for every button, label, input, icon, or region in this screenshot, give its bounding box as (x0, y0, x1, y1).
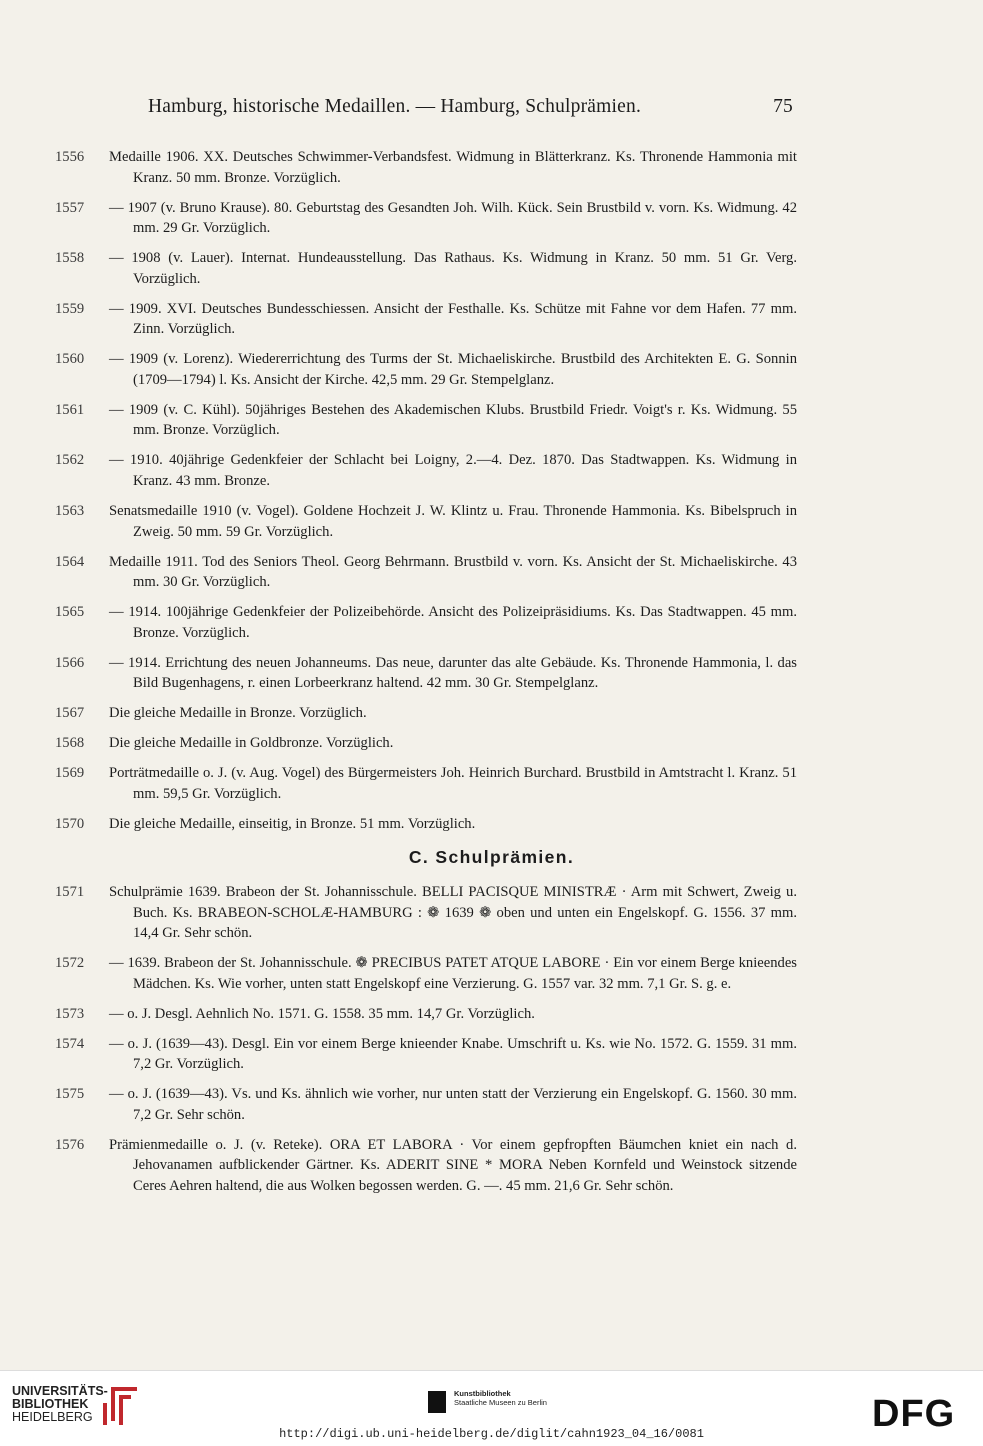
entry-text: Prämienmedaille o. J. (v. Reteke). ORA ET LABORA · Vor einem gepfropften Bäumchen kniet ein nach d. Jehovanamen aufblickender Gärtner. Ks. ADERIT SINE * MORA Neben Kornfeld und Weinstock sitzende Ceres Aehren haltend, die aus Wolken begossen werden. G. —. 45 mm. 21,6 Gr. Sehr schön. (109, 1136, 797, 1195)
entry-number: 1576 (55, 1136, 85, 1153)
ub-heidelberg-logo[interactable] (12, 1385, 108, 1424)
entry-text: Schulprämie 1639. Brabeon der St. Johannisschule. BELLI PACISQUE MINISTRÆ · Arm mit Schwert, Zweig u. Buch. Ks. BRABEON-SCHOLÆ-HAMBURG : ❁ 1639 ❁ oben und unten ein Engelskopf. G. 1556. 37 mm. 14,4 Gr. Sehr schön. (109, 884, 797, 942)
catalog-entry (55, 814, 797, 835)
catalog-entry (55, 400, 797, 441)
entry-text: — 1909 (v. C. Kühl). 50jähriges Bestehen des Akademischen Klubs. Brustbild Friedr. Voigt's r. Ks. Widmung. 55 mm. Bronze. Vorzüglich. (109, 401, 797, 439)
entry-number: 1565 (55, 604, 85, 621)
kunstbibliothek-icon (428, 1391, 446, 1413)
entry-text: — o. J. Desgl. Aehnlich No. 1571. G. 1558. 35 mm. 14,7 Gr. Vorzüglich. (109, 1005, 535, 1022)
catalog-entry (55, 703, 797, 724)
entry-number: 1557 (55, 199, 85, 216)
entry-number: 1566 (55, 654, 85, 671)
kb-subtitle: Staatliche Museen zu Berlin (454, 1398, 547, 1407)
section-heading: C. Schulprämien. (408, 847, 575, 867)
catalog-entry (55, 299, 797, 340)
entry-number: 1562 (55, 452, 85, 469)
entry-text: — 1639. Brabeon der St. Johannisschule. ❁ PRECIBUS PATET ATQUE LABORE · Ein vor einem Berge knieendes Mädchen. Ks. Wie vorher, unten statt Engelskopf eine Verzierung. G. 1557 var. 32 mm. 7,1 Gr. S. g. e. (109, 955, 797, 992)
entry-text: — 1908 (v. Lauer). Internat. Hundeausstellung. Das Rathaus. Ks. Widmung in Kranz. 50 mm. 51 Gr. Verg. Vorzüglich. (109, 250, 797, 287)
entry-number: 1572 (55, 955, 85, 972)
entry-text: — 1910. 40jährige Gedenkfeier der Schlacht bei Loigny, 2.—4. Dez. 1870. Das Stadtwappen. Ks. Widmung in Kranz. 43 mm. Bronze. (109, 452, 797, 490)
entry-text: Die gleiche Medaille, einseitig, in Bronze. 51 mm. Vorzüglich. (109, 815, 476, 832)
entry-list-schulpraemien (55, 882, 797, 1206)
entry-text: — 1909. XVI. Deutsches Bundesschiessen. Ansicht der Festhalle. Ks. Schütze mit Fahne vor dem Hafen. 77 mm. Zinn. Vorzüglich. (109, 300, 797, 338)
catalog-entry (55, 198, 797, 239)
library-name-line2: BIBLIOTHEK (12, 1397, 89, 1411)
entry-number: 1556 (55, 149, 85, 165)
page-number: 75 (773, 96, 793, 117)
library-name-line3: HEIDELBERG (12, 1410, 93, 1424)
library-name-line1: UNIVERSITÄTS- (12, 1384, 108, 1398)
entry-text: — 1914. Errichtung des neuen Johanneums. Das neue, darunter das alte Gebäude. Ks. Thronende Hammonia, l. das Bild Bugenhagens, r. einen Lorbeerkranz haltend. 42 mm. 30 Gr. Stempelglanz. (109, 654, 797, 692)
entry-number: 1560 (55, 351, 85, 368)
entry-text: Porträtmedaille o. J. (v. Aug. Vogel) des Bürgermeisters Joh. Heinrich Burchard. Brustbild in Amtstracht l. Kranz. 51 mm. 59,5 Gr. Vorzüglich. (109, 765, 797, 802)
catalog-entry (55, 733, 797, 754)
entry-text: — 1907 (v. Bruno Krause). 80. Geburtstag des Gesandten Joh. Wilh. Kück. Sein Brustbild v. vorn. Ks. Widmung. 42 mm. 29 Gr. Vorzüglich. (109, 199, 797, 237)
catalog-entry (55, 450, 797, 491)
ub-logo-mark-icon (97, 1381, 143, 1427)
running-header (148, 96, 793, 118)
entry-text: Die gleiche Medaille in Goldbronze. Vorzüglich. (109, 735, 394, 752)
entry-text: — 1909 (v. Lorenz). Wiedererrichtung des Turms der St. Michaeliskirche. Brustbild des Architekten E. G. Sonnin (1709—1794) l. Ks. Ansicht der Kirche. 42,5 mm. 29 Gr. Stempelglanz. (109, 351, 797, 388)
entry-number: 1575 (55, 1086, 85, 1103)
entry-number: 1569 (55, 765, 85, 782)
source-url[interactable]: http://digi.ub.uni-heidelberg.de/diglit/cahn1923_04_16/0081 (279, 1427, 704, 1441)
entry-list (55, 147, 797, 844)
catalog-entry (55, 1004, 797, 1025)
entry-text: Senatsmedaille 1910 (v. Vogel). Goldene Hochzeit J. W. Klintz u. Frau. Thronende Hammonia. Ks. Bibelspruch in Zweig. 50 mm. 59 Gr. Vorzüglich. (109, 503, 797, 540)
entry-number: 1563 (55, 503, 85, 520)
running-title: Hamburg, historische Medaillen. — Hamburg, Schulprämien. (148, 96, 642, 117)
catalog-entry (55, 882, 797, 944)
entry-number: 1570 (55, 815, 85, 832)
entry-number: 1561 (55, 401, 85, 418)
catalog-entry (55, 1034, 797, 1075)
catalog-entry (55, 953, 797, 994)
catalog-entry (55, 602, 797, 643)
footer-bar (0, 1370, 983, 1446)
entry-text: Die gleiche Medaille in Bronze. Vorzüglich. (109, 705, 367, 722)
catalog-entry (55, 1135, 797, 1197)
entry-text: — o. J. (1639—43). Vs. und Ks. ähnlich wie vorher, nur unten statt der Verzierung ein Engelskopf. G. 1560. 30 mm. 7,2 Gr. Sehr schön. (109, 1086, 797, 1123)
entry-number: 1571 (55, 884, 85, 900)
catalog-entry (55, 248, 797, 289)
kb-name: Kunstbibliothek (454, 1389, 511, 1398)
entry-text: Medaille 1906. XX. Deutsches Schwimmer-Verbandsfest. Widmung in Blätterkranz. Ks. Thronende Hammonia mit Kranz. 50 mm. Bronze. Vorzüglich. (109, 149, 797, 186)
entry-number: 1567 (55, 705, 85, 722)
dfg-logo[interactable]: DFG (872, 1393, 956, 1435)
entry-number: 1564 (55, 553, 85, 570)
kunstbibliothek-logo[interactable] (454, 1389, 547, 1407)
catalog-entry (55, 763, 797, 804)
catalog-entry (55, 653, 797, 694)
catalog-entry (55, 147, 797, 188)
entry-number: 1574 (55, 1035, 85, 1052)
entry-text: Medaille 1911. Tod des Seniors Theol. Georg Behrmann. Brustbild v. vorn. Ks. Ansicht der St. Michaeliskirche. 43 mm. 30 Gr. Vorzüglich. (109, 553, 797, 591)
catalog-entry (55, 501, 797, 542)
catalog-entry (55, 552, 797, 593)
entry-number: 1573 (55, 1005, 85, 1022)
catalog-entry (55, 1084, 797, 1125)
entry-text: — o. J. (1639—43). Desgl. Ein vor einem Berge knieender Knabe. Umschrift u. Ks. wie No. 1572. G. 1559. 31 mm. 7,2 Gr. Vorzüglich. (109, 1035, 797, 1073)
entry-number: 1559 (55, 300, 85, 317)
catalog-entry (55, 349, 797, 390)
entry-number: 1558 (55, 250, 85, 267)
entry-number: 1568 (55, 735, 85, 752)
entry-text: — 1914. 100jährige Gedenkfeier der Polizeibehörde. Ansicht des Polizeipräsidiums. Ks. Das Stadtwappen. 45 mm. Bronze. Vorzüglich. (109, 604, 797, 641)
